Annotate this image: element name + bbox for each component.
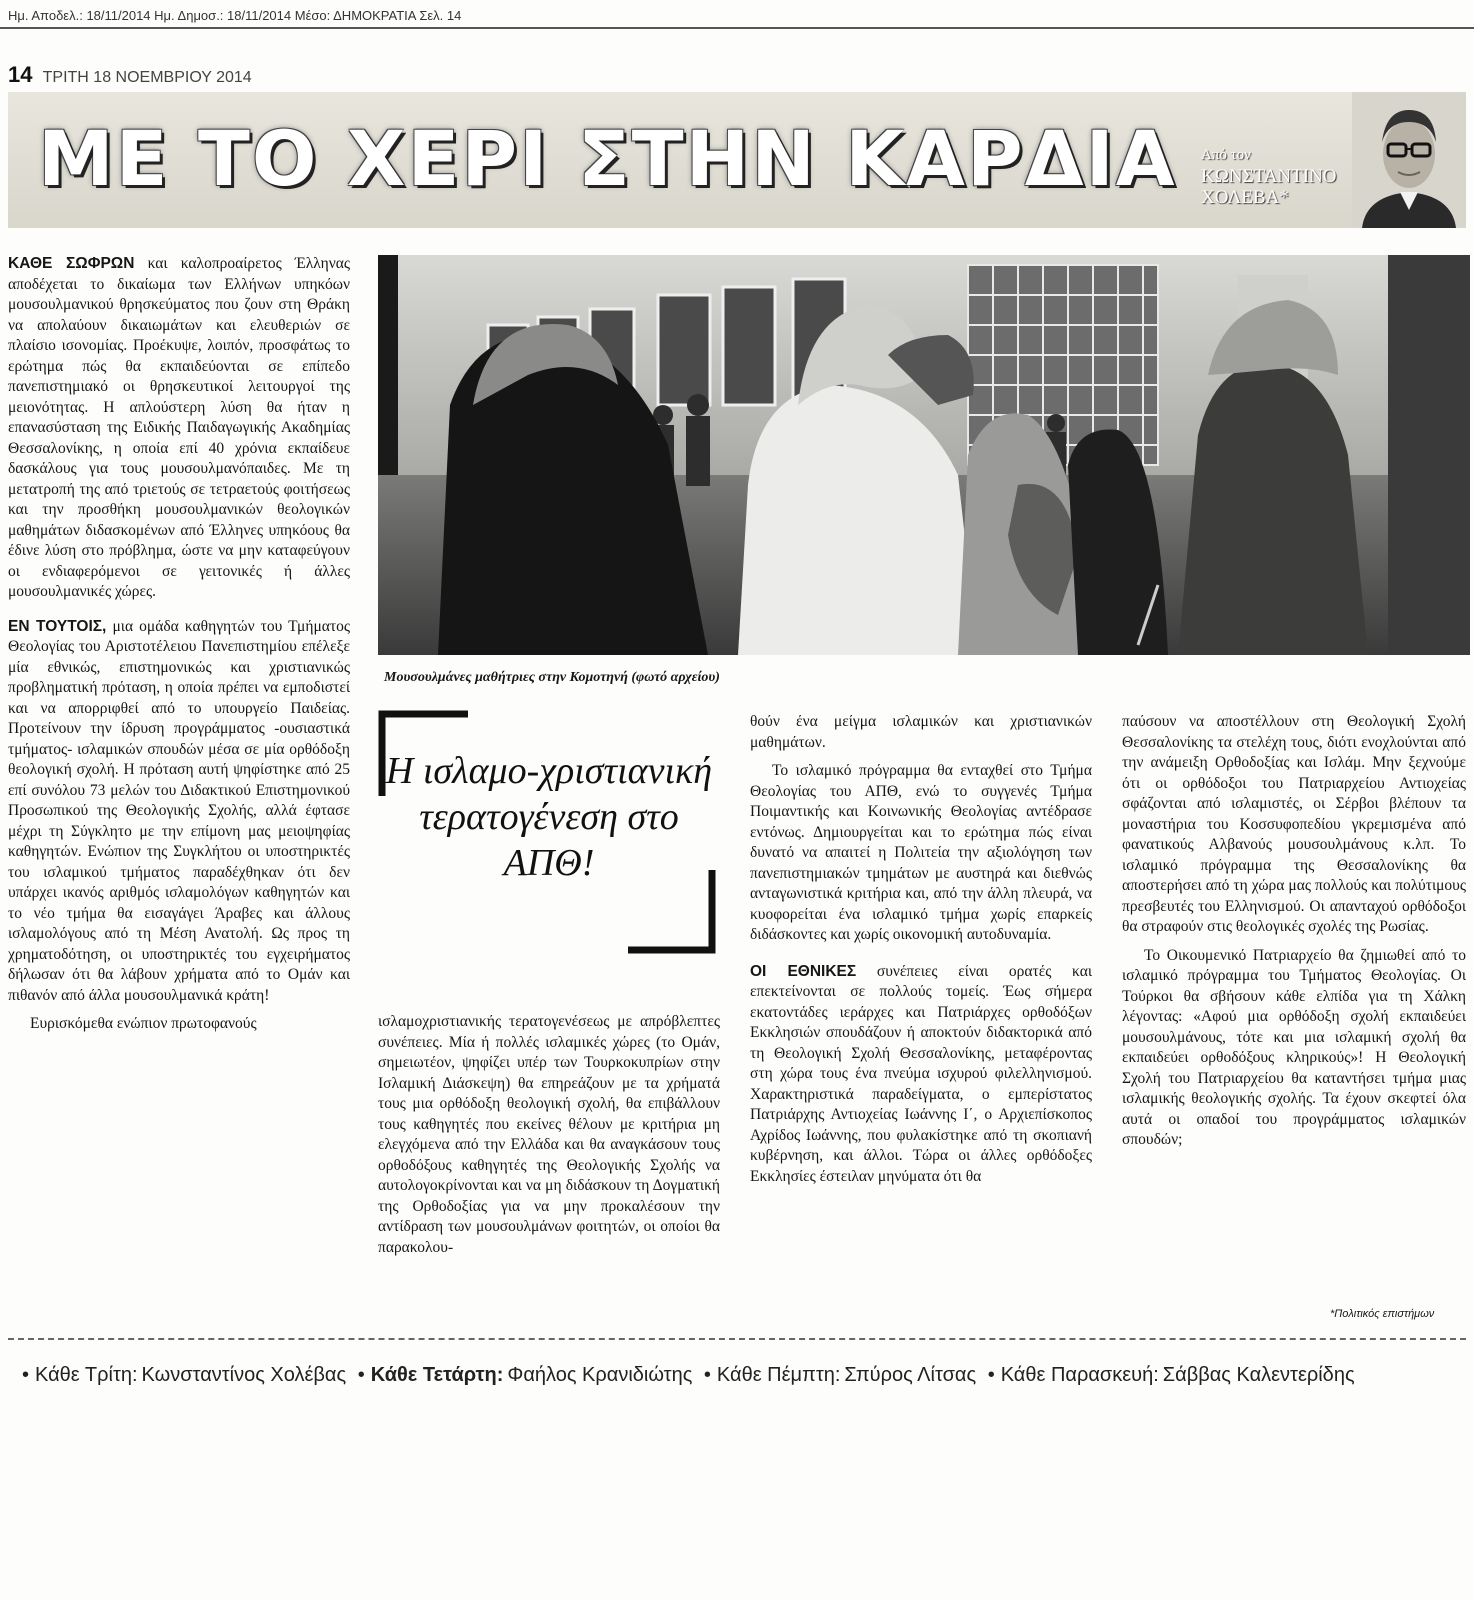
page-header <box>8 62 252 88</box>
schedule-day: Κάθε Παρασκευή: <box>1000 1364 1159 1386</box>
bullet-icon: • <box>703 1364 711 1386</box>
paragraph-lead: ΕΝ ΤΟΥΤΟΙΣ, <box>8 617 107 635</box>
bullet-icon: • <box>22 1364 30 1386</box>
article-paragraph: θούν ένα μείγμα ισλαμικών και χριστιανικών μαθημάτων. <box>750 713 1092 751</box>
article-paragraph: ισλαμοχριστιανικής τερατογενέσεως με απρόβλεπτες συνέπειες. Μία ή πολλές ισλαμικές χώρες (το Ομάν, σημειωτέον, ψηφίζει υπέρ των Τουρκοκυπρίων στην Ισλαμική Διάσκεψη) θα επηρεάζουν με τα χρήματά τους μια ορθόδοξη θεολογική σχολή, θα επιβάλλουν τους καθηγητές που εκείνες θέλουν με κριτήρια μη ελεγχόμενα από την Ελλάδα και θα αναγκάσουν τους ορθοδόξους καθηγητές της Θεολογικής Σχολής να αυτολογοκρίνονται και να μη διδάσκουν τη Δογματική της Ορθοδοξίας για να μην προκαλέσουν την αντίδραση των μουσουλμάνων φοιτητών, οι οποίοι θα παρακολου- <box>378 1013 720 1256</box>
article-column-4 <box>1122 712 1466 1159</box>
paragraph-lead: ΟΙ ΕΘΝΙΚΕΣ <box>750 962 857 980</box>
page-date: ΤΡΙΤΗ 18 ΝΟΕΜΒΡΙΟΥ 2014 <box>42 69 252 86</box>
byline-name-1: ΚΩΝΣΤΑΝΤΙΝΟ <box>1201 166 1337 187</box>
schedule-day: Κάθε Πέμπτη: <box>716 1364 841 1386</box>
article-paragraph: παύσουν να αποστέλλουν στη Θεολογική Σχολή Θεσσαλονίκης τα στελέχη τους, διότι ενοχλούνται από την ανάμειξη Ορθοδοξίας και Ισλάμ. Μην ξεχνούμε ότι οι ορθόδοξοι του Πατριαρχείου Αντιοχείας σφάζονται από ισλαμιστές, οι Σέρβοι βλέπουν τα μοναστήρια του Κοσσυφοπεδίου γκρεμισμένα από φανατικούς Αλβανούς μουσουλμάνους κ.λπ. Το ισλαμικό πρόγραμμα της Θεσσαλονίκης θα αποστερήσει από τη χώρα μας πολλούς και πολύτιμους πρεσβευτές του Ελληνισμού. Οι απανταχού ορθόδοξοι θα στραφούν στις θεολογικές σχολές της Ρωσίας. <box>1122 713 1466 935</box>
page-number: 14 <box>8 62 33 87</box>
column-schedule <box>16 1364 1355 1387</box>
paragraph-lead: ΚΑΘΕ ΣΩΦΡΩΝ <box>8 255 135 272</box>
article-paragraph: Το ισλαμικό πρόγραμμα θα ενταχθεί στο Τμήμα Θεολογίας του ΑΠΘ, ενώ το συγγενές Τμήμα Ποιμαντικής και Κοινωνικής Θεολογίας αντέδρασε εντόνως. Δημιουργείται και το ερώτημα πώς είναι δυνατό να απαιτεί η Πολιτεία την αξιολόγηση των πανεπιστημιακών τμημάτων με αυστηρά και διεθνώς ανταγωνιστικά κριτήρια και, από την άλλη πλευρά, να κυοφορείται ένα ισλαμικό τμήμα χωρίς επαρκείς διδάσκοντες και χωρίς οικονομική αυτοδυναμία. <box>750 762 1092 943</box>
author-portrait <box>1352 92 1466 228</box>
author-portrait-drawing <box>1352 92 1466 228</box>
schedule-author: Φαήλος Κρανιδιώτης <box>507 1364 693 1386</box>
footer-divider <box>8 1338 1466 1340</box>
article-column-1 <box>8 254 350 1043</box>
byline-prefix: Από τον <box>1201 147 1251 163</box>
meta-divider <box>0 27 1474 29</box>
pull-quote-box <box>378 710 720 954</box>
article-column-3 <box>750 712 1092 1195</box>
article-photo <box>378 255 1470 655</box>
column-title: ΜΕ ΤΟ ΧΕΡΙ ΣΤΗΝ ΚΑΡΔΙΑ <box>38 114 1177 203</box>
article-paragraph: μια ομάδα καθηγητών του Τμήματος Θεολογίας του Αριστοτέλειου Πανεπιστημίου επέλεξε μία εθνικώς, επιστημονικώς και χριστιανικώς προβληματική πρόταση, η οποία πρέπει να εμποδιστεί και να απορριφθεί από το υπουργείο Παιδείας. Προτείνουν την ίδρυση προγράμματος -ουσιαστικά τμήματος- ισλαμικών σπουδών μέσα σε μία ορθόδοξη θεολογική σχολή. Η πρόταση αυτή ψηφίστηκε από 25 επί συνόλου 73 μελών του Διδακτικού Επιστημονικού Προσωπικού της Θεολογικής Σχολής, αλλά έφτασε μέχρι τη Σύγκλητο με την επίμονη μας μειοψηφίας καθηγητών. Ενώπιον της Συγκλήτου οι υποστηρικτές του ισλαμικού τμήματος παραδέχθηκαν ότι δεν υπάρχει ικανός αριθμός ισλαμολόγων καθηγητών και το νέο τμήμα θα εισαγάγει Άραβες και άλλους ισλαμολόγους από τη Μέση Ανατολή. Ως προς τη χρηματοδότηση, οι υποστηρικτές του εγχειρήματος δήλωσαν ότι θα λάβουν χρήματα από το Ομάν και πιθανόν από άλλα μουσουλμανικά κράτη! <box>8 617 350 1004</box>
photo-schoolyard <box>378 255 1470 655</box>
schedule-author: Σάββας Καλεντερίδης <box>1162 1364 1355 1386</box>
schedule-day: Κάθε Τετάρτη: <box>370 1364 504 1386</box>
article-paragraph: και καλοπροαίρετος Έλληνας αποδέχεται το δικαίωμα των Ελλήνων υπηκόων μουσουλμανικού θρησκεύματος που ζουν στη Θράκη να απολαύουν δικαιωμάτων και ελευθεριών σε πλαίσιο ισονομίας. Προέκυψε, λοιπόν, προσφάτως το ερώτημα πώς θα εκπαιδεύονται σε επίπεδο πανεπιστημιακό οι θρησκευτικοί λειτουργοί της μειονότητας. Η απλούστερη λύση θα ήταν η επανασύσταση της Ειδικής Παιδαγωγικής Ακαδημίας Θεσσαλονίκης, η οποία επί 40 χρόνια εκπαίδευε δασκάλους για τους μουσουλμανόπαιδες. Με τη μετατροπή της από τριετούς σε τετραετούς φοιτήσεως και την προσθήκη μουσουλμανικών θεολογικών μαθημάτων διδασκομένων από Έλληνες υπηκόους θα έδινε λύση στο πρόβλημα, ώστε να μην καταφεύγουν οι ενδιαφερόμενοι σε γειτονικές ή άλλες μουσουλμανικές χώρες. <box>8 255 350 600</box>
photo-caption: Μουσουλμάνες μαθήτριες στην Κομοτηνή (φωτό αρχείου) <box>384 670 720 685</box>
bullet-icon: • <box>987 1364 995 1386</box>
column-banner <box>8 92 1466 228</box>
article-paragraph: Το Οικουμενικό Πατριαρχείο θα ζημιωθεί από το ισλαμικό πρόγραμμα του Τμήματος Θεολογίας. Οι Τούρκοι θα σβήσουν κάθε ελπίδα για τη Χάλκη λέγοντας: «Αφού μια ορθόδοξη σχολή εκπαιδεύει μουσουλμάνους, τότε και μια ισλαμική σχολή θα εκπαιδεύει ορθοδόξους κληρικούς»! Η Θεολογική Σχολή του Πατριαρχείου θα καταντήσει τμήμα μιας ισλαμικής θεολογικής σχολής. Τα έχουν σκεφτεί όλα αυτά οι οπαδοί του προγράμματος ισλαμικών σπουδών; <box>1122 946 1466 1148</box>
article-paragraph: συνέπειες είναι ορατές και επεκτείνονται σε πολλούς τομείς. Έως σήμερα εκατοντάδες ιεράρχες και Πατριάρχες ορθοδόξων Εκκλησιών σπουδάζουν ή αποκτούν διδακτορικά από τη Θεολογική Σχολή Θεσσαλονίκης, μεταφέροντας στη χώρα τους ένα πνεύμα ισχυρού φιλελληνισμού. Χαρακτηριστικά παραδείγματα, ο εμπερίστατος Πατριάρχης Αντιοχείας Ιωάννης Ι΄, ο Αρχιεπίσκοπος Αχρίδος Ιωάννης, που φυλακίστηκε από τη σκοπιανή κυβέρνηση, και άλλοι. Τώρα οι άλλες ορθόδοξες Εκκλησίες έστειλαν μηνύματα ότι θα <box>750 962 1093 1185</box>
byline-name-2: ΧΟΛΕΒΑ* <box>1201 187 1289 208</box>
bullet-icon: • <box>357 1364 365 1386</box>
article-column-2 <box>378 1012 720 1266</box>
clipping-meta: Ημ. Αποδελ.: 18/11/2014 Ημ. Δημοσ.: 18/11/2014 Μέσο: ΔΗΜΟΚΡΑΤΙΑ Σελ. 14 <box>8 8 462 23</box>
pull-quote: Η ισλαμο-χριστιανική τερατογένεση στο ΑΠΘ! <box>385 750 713 884</box>
schedule-day: Κάθε Τρίτη: <box>35 1364 138 1386</box>
schedule-author: Κωνσταντίνος Χολέβας <box>141 1364 347 1386</box>
author-credit: *Πολιτικός επιστήμων <box>1330 1308 1435 1320</box>
article-paragraph: Ευρισκόμεθα ενώπιον πρωτοφανούς <box>30 1015 257 1032</box>
schedule-author: Σπύρος Λίτσας <box>844 1364 977 1386</box>
